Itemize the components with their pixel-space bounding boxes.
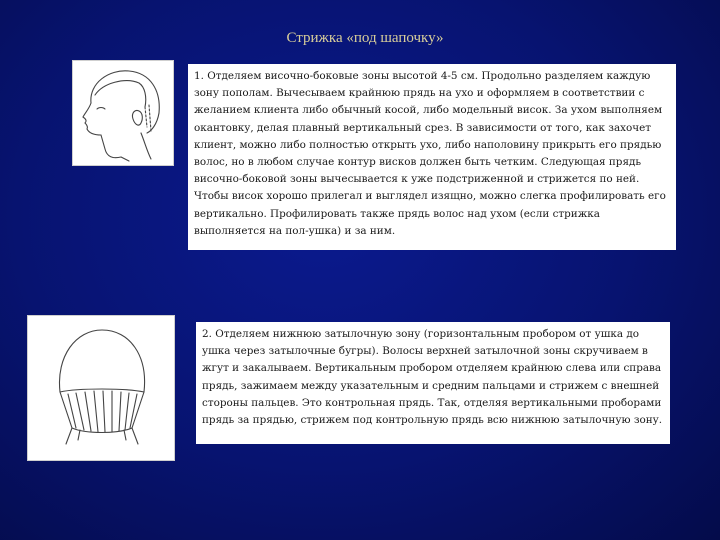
step2-description: 2. Отделяем нижнюю затылочную зону (горизонтальным пробором от ушка до ушка через затылочные бугры). Волосы верхней затылочной зоны скручиваем в жгут и закалываем. Вертикальным пробором отделяем крайнюю слева или справа прядь, зажимаем между указательным и средним пальцами и стрижем с внешней стороны пальцев. Это контрольная прядь. Так, отделяя вертикальными проборами прядь за прядью, стрижем под контрольную прядь всю нижнюю затылочную зону. <box>196 322 670 444</box>
slide-title: Стрижка «под шапочку» <box>286 30 444 46</box>
step1-description: 1. Отделяем височно-боковые зоны высотой 4-5 см. Продольно разделяем каждую зону пополам. Вычесываем крайнюю прядь на ухо и оформляем в соответствии с желанием клиента либо обычный косой, либо модельный висок. За ухом выполняем окантовку, делая плавный вертикальный срез. В зависимости от того, как захочет клиент, можно либо полностью открыть ухо, либо наполовину прикрыть его прядью волос, но в любом случае контур висков должен быть четким. Следующая прядь височно-боковой зоны вычесывается к уже подстриженной и стрижется по ней. Чтобы висок хорошо прилегал и выглядел изящно, можно слегка профилировать его вертикально. Профилировать также прядь волос над ухом (если стрижка выполняется на пол-ушка) и за ним. <box>188 64 676 250</box>
head-back-drawing <box>28 316 174 460</box>
head-profile-drawing <box>73 61 173 165</box>
head-back-illustration <box>27 315 175 461</box>
head-profile-illustration <box>72 60 174 166</box>
